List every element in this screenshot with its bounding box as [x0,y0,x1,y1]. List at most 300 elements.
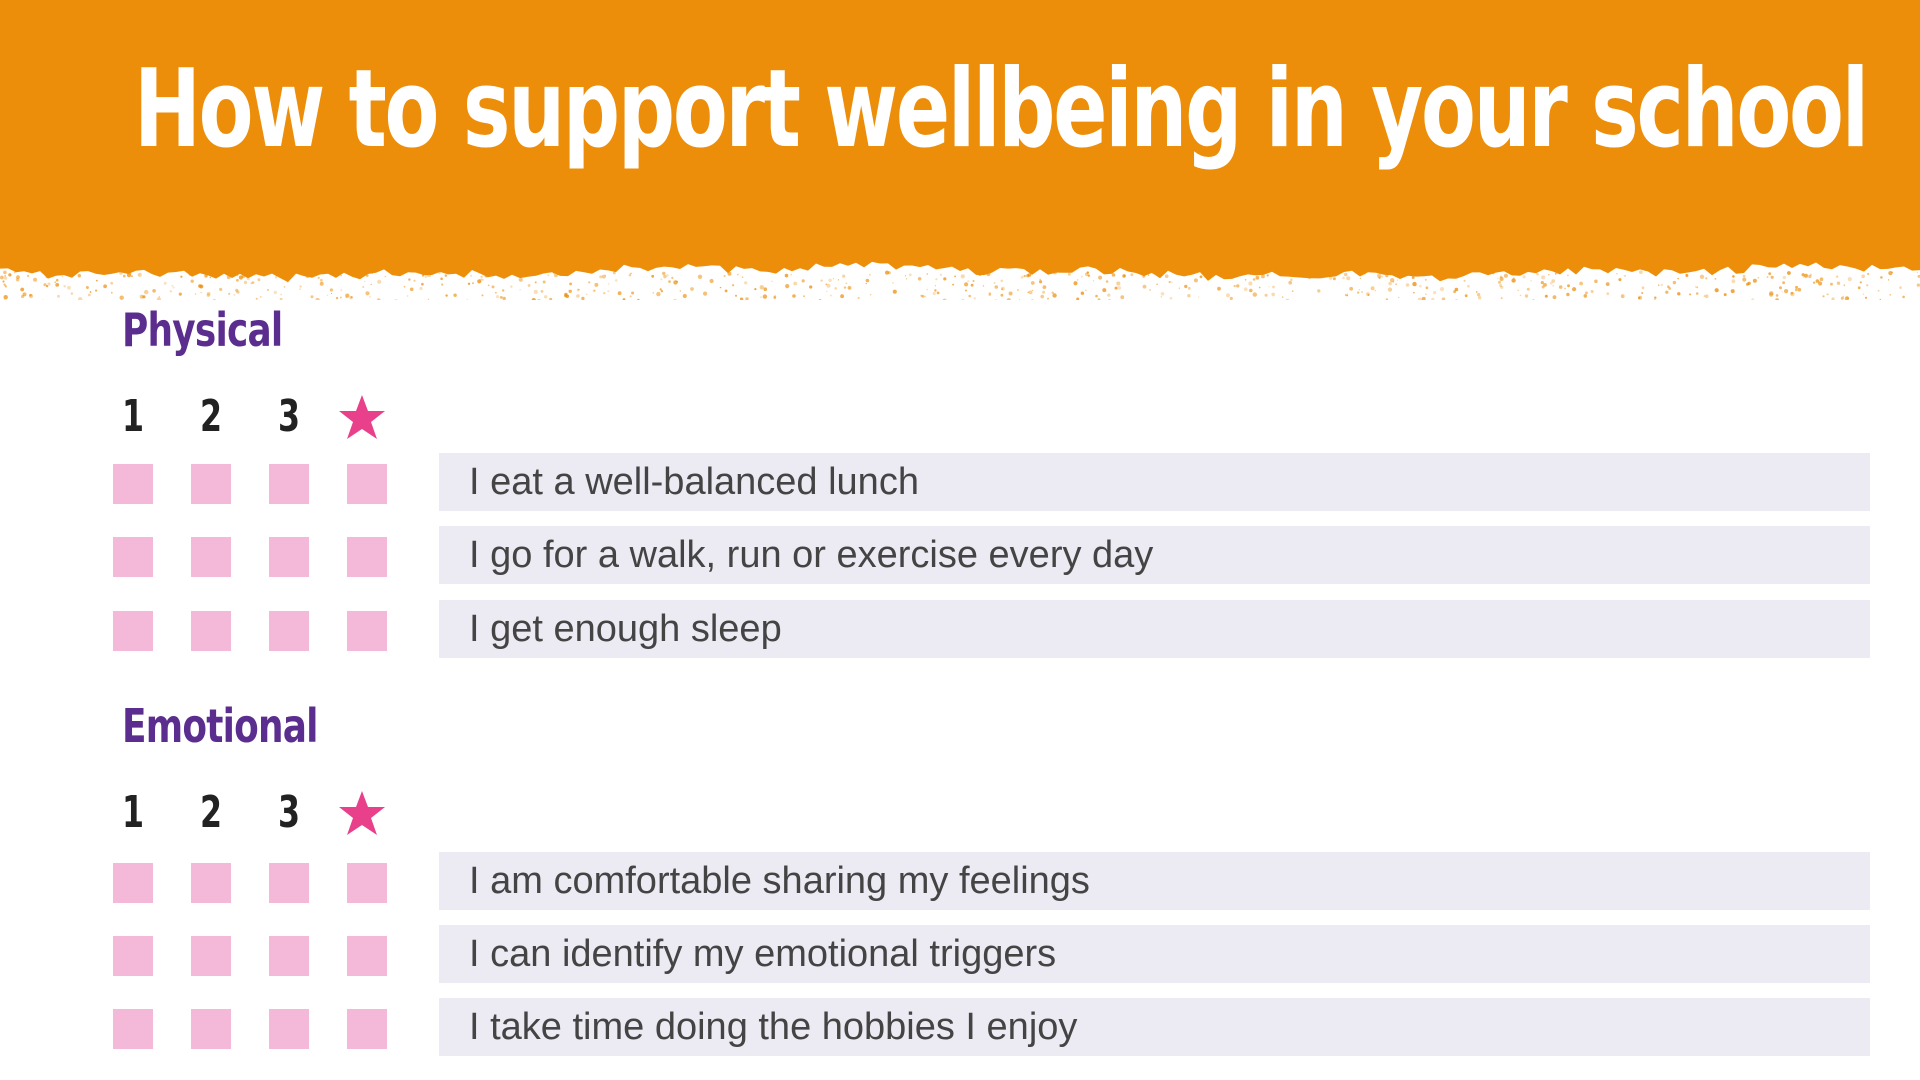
banner-speckle-dot [1188,287,1191,290]
rating-box-star[interactable] [347,863,387,903]
banner-speckle-dot [586,294,588,296]
banner-speckle-dot [236,290,239,293]
banner-speckle-dot [1308,276,1312,280]
banner-speckle-dot [1784,289,1788,293]
banner-speckle-dot [1677,278,1679,280]
banner-speckle-dot [438,271,441,274]
banner-speckle-dot [164,282,167,285]
rating-box-2[interactable] [191,936,231,976]
banner-speckle-dot [1009,292,1013,296]
banner-speckle-dot [427,273,431,277]
banner-speckle-dot [1236,284,1239,287]
banner-speckle-dot [771,281,773,283]
banner-speckle-dot [866,283,867,284]
banner-speckle-dot [1124,275,1126,277]
banner-speckle-dot [1878,290,1880,292]
banner-speckle-dot [210,277,211,278]
banner-speckle-dot [3,271,7,275]
banner-speckle-dot [1464,280,1466,282]
banner-speckle-dot [1880,299,1882,300]
banner-speckle-dot [834,287,837,290]
banner-speckle-dot [152,289,156,293]
rating-box-2[interactable] [191,464,231,504]
banner-speckle-dot [1746,283,1749,286]
banner-speckle-dot [983,285,984,286]
banner-speckle-dot [1098,276,1102,280]
banner-speckle-dot [1567,284,1570,287]
banner-speckle-dot [1149,289,1151,291]
banner-speckle-dot [909,273,912,276]
banner-speckle-dot [195,293,197,295]
banner-speckle-dot [742,277,743,278]
scale-header-emotional [0,783,420,843]
banner-speckle-dot [244,281,247,284]
banner-speckle-dot [826,291,827,292]
banner-speckle-dot [180,276,182,278]
banner-speckle-dot [48,283,51,286]
banner-speckle-dot [535,281,537,283]
banner-speckle-dot [1527,288,1530,291]
banner-speckle-dot [1253,278,1256,281]
banner-speckle-dot [735,295,737,297]
banner-speckle-dot [1381,276,1383,278]
banner-speckle-dot [318,277,320,279]
banner-speckle-dot [1425,279,1427,281]
rating-box-2[interactable] [191,863,231,903]
rating-box-3[interactable] [269,863,309,903]
banner-speckle-dot [935,285,936,286]
banner-speckle-dot [1822,295,1824,297]
banner-speckle-dot [602,275,606,279]
banner-speckle-dot [967,280,969,282]
banner-speckle-dot [1543,283,1547,287]
banner-speckle-dot [893,290,897,294]
banner-speckle-dot [1019,300,1020,301]
scale-label-1: 1 [121,391,145,442]
banner-speckle-dot [131,275,133,277]
banner-speckle-dot [140,295,144,299]
banner-speckle-dot [564,293,567,296]
banner-speckle-dot [1808,275,1811,278]
banner-speckle-dot [848,286,852,290]
banner-speckle-dot [1606,292,1609,295]
banner-speckle-dot [728,272,732,276]
banner-speckle-dot [1024,275,1026,277]
banner-speckle-dot [470,275,472,277]
banner-speckle-dot [1704,295,1705,296]
banner-speckle-dot [725,290,728,293]
banner-speckle-dot [940,274,942,276]
banner-speckle-dot [129,272,132,275]
banner-speckle-dot [1098,298,1101,300]
banner-speckle-dot [33,278,37,282]
banner-speckle-dot [974,297,976,299]
banner-speckle-dot [785,284,789,288]
banner-speckle-dot [534,290,538,294]
banner-speckle-dot [1346,276,1350,280]
banner-speckle-dot [2,280,4,282]
rating-box-1[interactable] [113,863,153,903]
rating-box-star[interactable] [347,537,387,577]
banner-speckle-dot [1393,281,1394,282]
banner-speckle-dot [1445,275,1447,277]
banner-speckle-dot [802,279,805,282]
banner-speckle-dot [1638,297,1640,299]
banner-speckle-dot [0,276,4,280]
banner-speckle-dot [1767,276,1769,278]
banner-speckle-dot [372,272,373,273]
banner-speckle-dot [803,295,805,297]
rating-box-2[interactable] [191,1009,231,1049]
banner-speckle-dot [267,289,269,291]
banner-speckle-dot [1848,277,1852,281]
banner-speckle-dot [1757,277,1759,279]
rating-box-star[interactable] [347,936,387,976]
banner-speckle-dot [1442,297,1446,300]
banner-speckle-dot [377,280,381,284]
banner-speckle-dot [1641,292,1643,294]
banner-speckle-dot [1584,294,1588,298]
banner-speckle-dot [922,295,925,298]
banner-speckle-dot [1492,272,1494,274]
banner-speckle-dot [1477,293,1480,296]
banner-speckle-dot [330,288,333,291]
banner-speckle-dot [1357,291,1359,293]
banner-speckle-dot [1288,281,1292,285]
banner-speckle-dot [1665,291,1668,294]
banner-speckle-dot [995,300,997,301]
banner-speckle-dot [1039,279,1041,281]
banner-speckle-dot [935,278,937,280]
rating-box-1[interactable] [113,936,153,976]
banner-speckle-dot [785,274,789,278]
banner-speckle-dot [236,279,239,282]
banner-speckle-dot [994,282,996,284]
banner-speckle-dot [840,294,844,298]
banner-speckle-dot [502,289,504,291]
banner-speckle-dot [58,271,62,275]
banner-speckle-dot [410,288,414,292]
rating-box-3[interactable] [269,1009,309,1049]
banner-speckle-dot [1465,294,1468,297]
banner-speckle-dot [158,272,162,276]
banner-speckle-dot [413,280,415,282]
scale-label-3: 3 [277,787,301,838]
banner-speckle-dot [485,274,489,278]
banner-speckle-dot [671,277,673,279]
banner-speckle-dot [1245,279,1247,281]
banner-speckle-dot [1422,297,1426,300]
banner-speckle-dot [1743,275,1746,278]
banner-speckle-dot [1830,283,1833,286]
banner-speckle-dot [1700,275,1704,279]
banner-speckle-dot [615,279,618,282]
banner-speckle-dot [1317,289,1320,292]
banner-speckle-dot [968,295,971,298]
banner-speckle-dot [280,294,282,296]
banner-speckle-dot [1361,291,1363,293]
banner-speckle-dot [362,286,364,288]
banner-speckle-dot [961,274,965,278]
banner-speckle-dot [673,299,677,300]
banner-speckle-dot [1112,273,1116,277]
banner-speckle-dot [532,298,536,300]
banner-speckle-dot [1545,295,1548,298]
banner-speckle-dot [858,297,860,299]
star-icon [337,789,387,839]
banner-speckle-dot [866,279,870,283]
rating-box-3[interactable] [269,936,309,976]
banner-speckle-dot [1782,281,1785,284]
banner-speckle-dot [1655,274,1657,276]
banner-speckle-dot [55,283,59,287]
banner-speckle-dot [88,294,91,297]
banner-speckle-dot [1106,280,1109,283]
banner-speckle-dot [1333,277,1336,280]
rating-box-star[interactable] [347,611,387,651]
statement-row [0,852,1920,910]
banner-speckle-dot [257,278,260,281]
banner-speckle-dot [4,275,6,277]
banner-speckle-dot [661,290,663,292]
rating-box-2[interactable] [191,611,231,651]
banner-speckle-dot [462,273,464,275]
banner-speckle-dot [1715,288,1719,292]
banner-speckle-dot [14,272,16,274]
banner-speckle-dot [1753,279,1757,283]
banner-speckle-dot [63,285,66,288]
banner-speckle-dot [1418,298,1422,301]
banner-speckle-dot [1572,287,1576,291]
banner-speckle-dot [1497,278,1498,279]
banner-speckle-dot [927,273,929,275]
banner-speckle-dot [961,299,964,300]
banner-speckle-dot [1259,287,1261,289]
banner-speckle-dot [1261,274,1265,278]
banner-speckle-dot [1021,276,1024,279]
banner-speckle-dot [111,292,113,294]
banner-speckle-dot [228,293,230,295]
banner-speckle-dot [578,289,579,290]
banner-speckle-dot [820,279,822,281]
banner-speckle-dot [760,296,762,298]
banner-speckle-dot [1732,275,1735,278]
banner-speckle-dot [1689,293,1691,295]
banner-speckle-dot [1467,285,1470,288]
banner-speckle-dot [608,283,610,285]
banner-speckle-dot [189,272,193,276]
banner-speckle-dot [1594,280,1598,284]
banner-speckle-dot [1667,285,1670,288]
banner-speckle-dot [421,283,424,286]
scale-label-1: 1 [121,787,145,838]
banner-speckle-dot [1771,276,1774,279]
banner-speckle-dot [198,284,202,288]
banner-speckle-dot [57,295,60,298]
banner-speckle-dot [933,292,936,295]
banner-speckle-dot [720,287,721,288]
banner-speckle-dot [1171,281,1172,282]
banner-speckle-dot [300,285,302,287]
banner-speckle-dot [1344,273,1348,277]
banner-speckle-dot [1156,284,1157,285]
banner-speckle-dot [78,274,81,277]
banner-speckle-dot [1677,292,1680,295]
banner-speckle-dot [1658,285,1659,286]
banner-speckle-dot [1831,297,1834,300]
banner-speckle-dot [1695,286,1696,287]
rating-box-3[interactable] [269,537,309,577]
banner-speckle-dot [1107,294,1110,297]
banner-speckle-dot [760,285,764,289]
banner-speckle-dot [404,286,406,288]
rating-box-star[interactable] [347,1009,387,1049]
banner-speckle-dot [1364,273,1366,275]
banner-speckle-dot [331,293,332,294]
banner-speckle-dot [1511,278,1515,282]
banner-speckle-dot [629,274,632,277]
banner-speckle-dot [1226,293,1230,297]
banner-speckle-dot [1567,274,1569,276]
banner-speckle-dot [1388,288,1392,292]
banner-speckle-dot [320,282,324,286]
banner-speckle-dot [1268,286,1269,287]
banner-speckle-dot [1371,286,1375,290]
banner-speckle-dot [482,279,484,281]
banner-speckle-dot [549,298,552,300]
banner-speckle-dot [724,275,726,277]
banner-speckle-dot [543,281,546,284]
banner-speckle-dot [345,294,349,298]
banner-speckle-dot [1863,293,1865,295]
banner-speckle-dot [251,282,253,284]
banner-speckle-dot [482,294,484,296]
banner-speckle-dot [1827,293,1829,295]
banner-speckle-dot [607,290,609,292]
rating-box-3[interactable] [269,611,309,651]
banner-speckle-dot [385,276,387,278]
banner-speckle-dot [503,297,506,300]
rating-box-2[interactable] [191,537,231,577]
banner-speckle-dot [21,295,24,298]
banner-speckle-dot [1043,285,1047,289]
banner-speckle-dot [937,292,940,295]
banner-speckle-dot [1555,273,1557,275]
banner-speckle-dot [71,292,73,294]
banner-speckle-dot [1501,297,1503,299]
statement-row [0,453,1920,511]
page-title: How to support wellbeing in your school [134,47,1867,172]
banner-speckle-dot [1413,292,1415,294]
banner-speckle-dot [1642,286,1645,289]
rating-box-star[interactable] [347,464,387,504]
banner-speckle-dot [422,275,424,277]
banner-speckle-dot [305,274,307,276]
banner-speckle-dot [842,275,845,278]
banner-speckle-dot [1017,289,1019,291]
banner-speckle-dot [1917,272,1918,273]
banner-speckle-dot [1395,283,1397,285]
scale-label-2: 2 [199,787,223,838]
banner-speckle-dot [964,282,968,286]
banner-speckle-dot [1068,273,1071,276]
banner-speckle-dot [172,285,174,287]
banner-speckle-dot [1803,276,1805,278]
banner-speckle-dot [547,274,549,276]
banner-speckle-dot [1425,293,1427,295]
banner-speckle-dot [952,284,954,286]
banner-speckle-dot [1290,278,1293,281]
banner-speckle-dot [4,277,7,280]
banner-speckle-dot [1621,294,1625,298]
scale-header-physical [0,387,420,447]
banner-speckle-dot [1791,292,1794,295]
banner-speckle-dot [1108,299,1111,300]
banner-speckle-dot [1267,274,1269,276]
banner-speckle-dot [1388,282,1391,285]
banner-speckle-dot [1478,296,1481,299]
banner-speckle-dot [1029,291,1033,295]
rating-box-1[interactable] [113,464,153,504]
banner-speckle-dot [1366,292,1370,296]
banner-speckle-dot [274,291,277,294]
banner-speckle-dot [1782,291,1783,292]
banner-speckle-dot [764,287,768,291]
banner-speckle-dot [1077,279,1079,281]
banner-speckle-dot [1292,272,1296,276]
banner-speckle-dot [754,288,756,290]
banner-speckle-dot [369,296,370,297]
rating-box-3[interactable] [269,464,309,504]
banner-speckle-dot [1328,273,1332,277]
rating-box-1[interactable] [113,537,153,577]
rating-box-1[interactable] [113,611,153,651]
banner-speckle-dot [284,286,286,288]
banner-speckle-dot [631,292,634,295]
banner-speckle-dot [1591,290,1594,293]
banner-speckle-dot [819,299,822,300]
banner-speckle-dot [1271,293,1275,297]
statement-text: I go for a walk, run or exercise every day [439,526,1870,584]
scale-label-3: 3 [277,391,301,442]
banner-speckle-dot [668,280,671,283]
banner-speckle-dot [29,294,33,298]
banner-speckle-dot [1001,294,1004,297]
banner-speckle-dot [1346,293,1348,295]
banner-speckle-dot [1130,273,1133,276]
statement-text: I take time doing the hobbies I enjoy [439,998,1870,1056]
banner-speckle-dot [828,279,831,282]
banner-speckle-dot [1865,297,1867,299]
banner-speckle-dot [43,283,46,286]
banner-speckle-dot [1329,276,1333,280]
banner-speckle-dot [1618,278,1621,281]
banner-speckle-dot [792,294,796,298]
rating-box-1[interactable] [113,1009,153,1049]
banner-speckle-dot [27,275,29,277]
banner-speckle-dot [1230,297,1233,300]
banner-speckle-dot [275,277,277,279]
banner-speckle-dot [1052,293,1056,297]
banner-speckle-dot [1732,279,1736,283]
banner-speckle-dot [576,294,580,298]
banner-speckle-dot [1411,272,1414,275]
banner-speckle-dot [227,275,231,279]
banner-speckle-dot [1234,285,1236,287]
banner-speckle-dot [1007,298,1011,300]
banner-speckle-dot [20,288,24,292]
banner-speckle-dot [1161,292,1165,296]
